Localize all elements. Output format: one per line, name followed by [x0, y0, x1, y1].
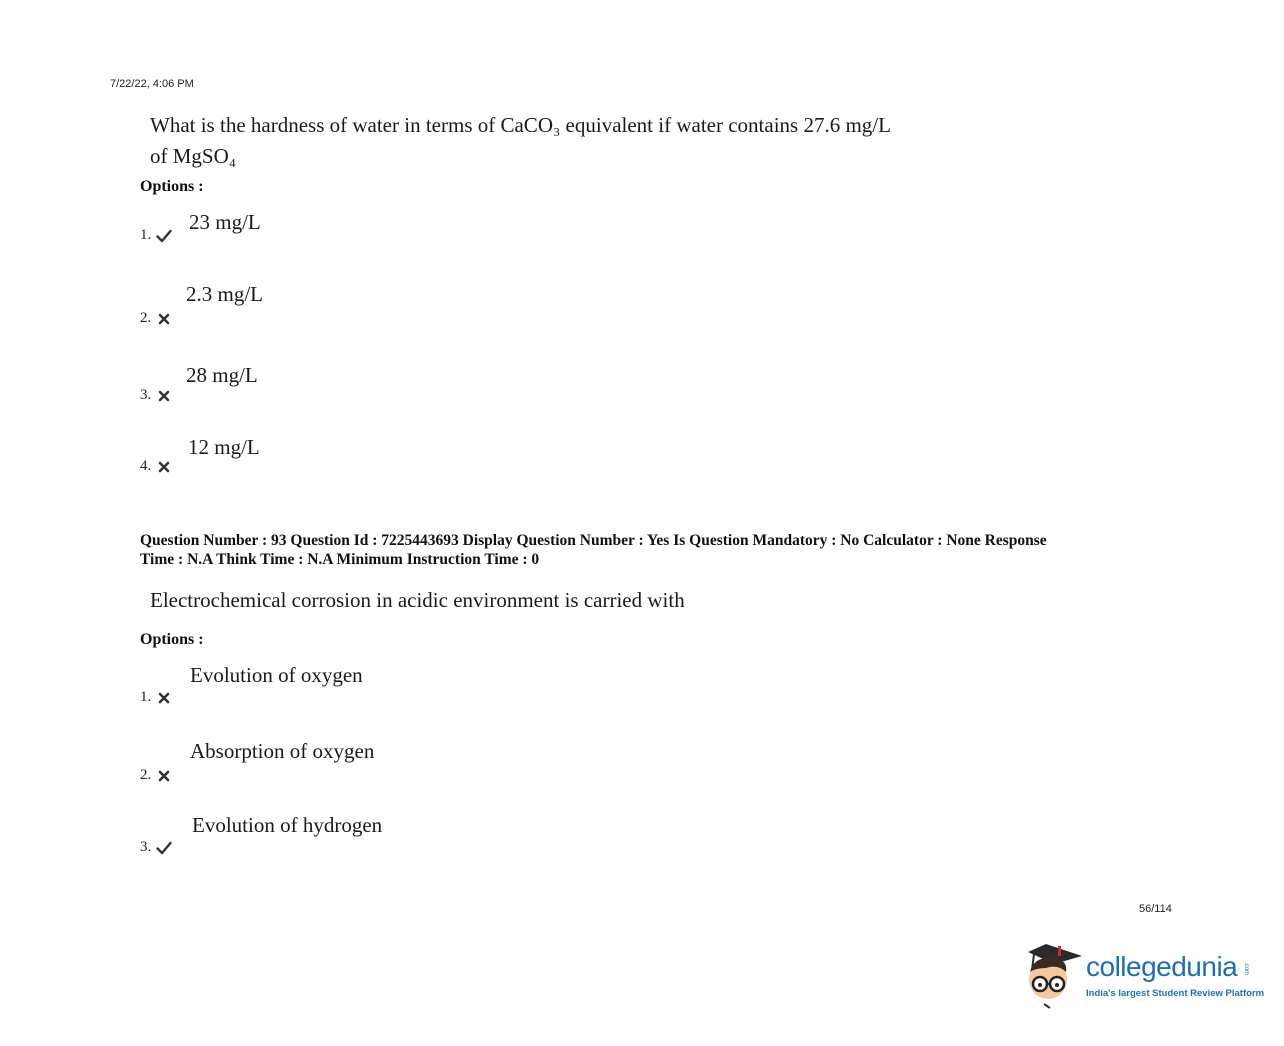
- option-1-number: 1.: [140, 227, 172, 244]
- option-4-text: 12 mg/L: [188, 435, 260, 459]
- collegedunia-tagline: India's largest Student Review Platform: [1086, 988, 1265, 999]
- question-text-line2: of MgSO₄: [150, 144, 237, 168]
- option-1-number: 1.: [140, 689, 172, 706]
- cross-icon: [156, 311, 172, 327]
- option-3-number: 3.: [140, 387, 172, 404]
- cross-icon: [156, 768, 172, 784]
- option-3-number: 3.: [140, 839, 172, 856]
- collegedunia-mascot-icon: [1024, 938, 1086, 1010]
- question-text: Electrochemical corrosion in acidic environment is carried with: [150, 588, 685, 612]
- cross-icon: [156, 388, 172, 404]
- question-text-line1: What is the hardness of water in terms of CaCO₃ equivalent if water contains 27.6 mg/L: [150, 113, 891, 137]
- page-number: 56/114: [1139, 903, 1172, 915]
- option-1-text: Evolution of oxygen: [190, 663, 363, 687]
- option-3-text: Evolution of hydrogen: [192, 813, 383, 837]
- check-icon: [156, 228, 172, 244]
- option-2-number: 2.: [140, 310, 172, 327]
- option-4-number: 4.: [140, 458, 172, 475]
- option-2-text: Absorption of oxygen: [190, 739, 375, 763]
- option-1-text: 23 mg/L: [189, 210, 261, 234]
- collegedunia-logo-text: collegedunia: [1086, 951, 1238, 982]
- print-timestamp: 7/22/22, 4:06 PM: [110, 78, 194, 90]
- cross-icon: [156, 459, 172, 475]
- cross-icon: [156, 690, 172, 706]
- collegedunia-logo-suffix: .com: [1243, 962, 1249, 976]
- options-label: Options :: [140, 631, 204, 648]
- option-2-number: 2.: [140, 767, 172, 784]
- question-meta-line2: Time : N.A Think Time : N.A Minimum Instruction Time : 0: [140, 551, 540, 568]
- check-icon: [156, 840, 172, 856]
- option-3-text: 28 mg/L: [186, 363, 258, 387]
- question-meta-line1: Question Number : 93 Question Id : 7225443693 Display Question Number : Yes Is Question Mandatory : No Calculator : None Response: [140, 532, 1047, 549]
- option-2-text: 2.3 mg/L: [186, 282, 263, 306]
- options-label: Options :: [140, 178, 204, 195]
